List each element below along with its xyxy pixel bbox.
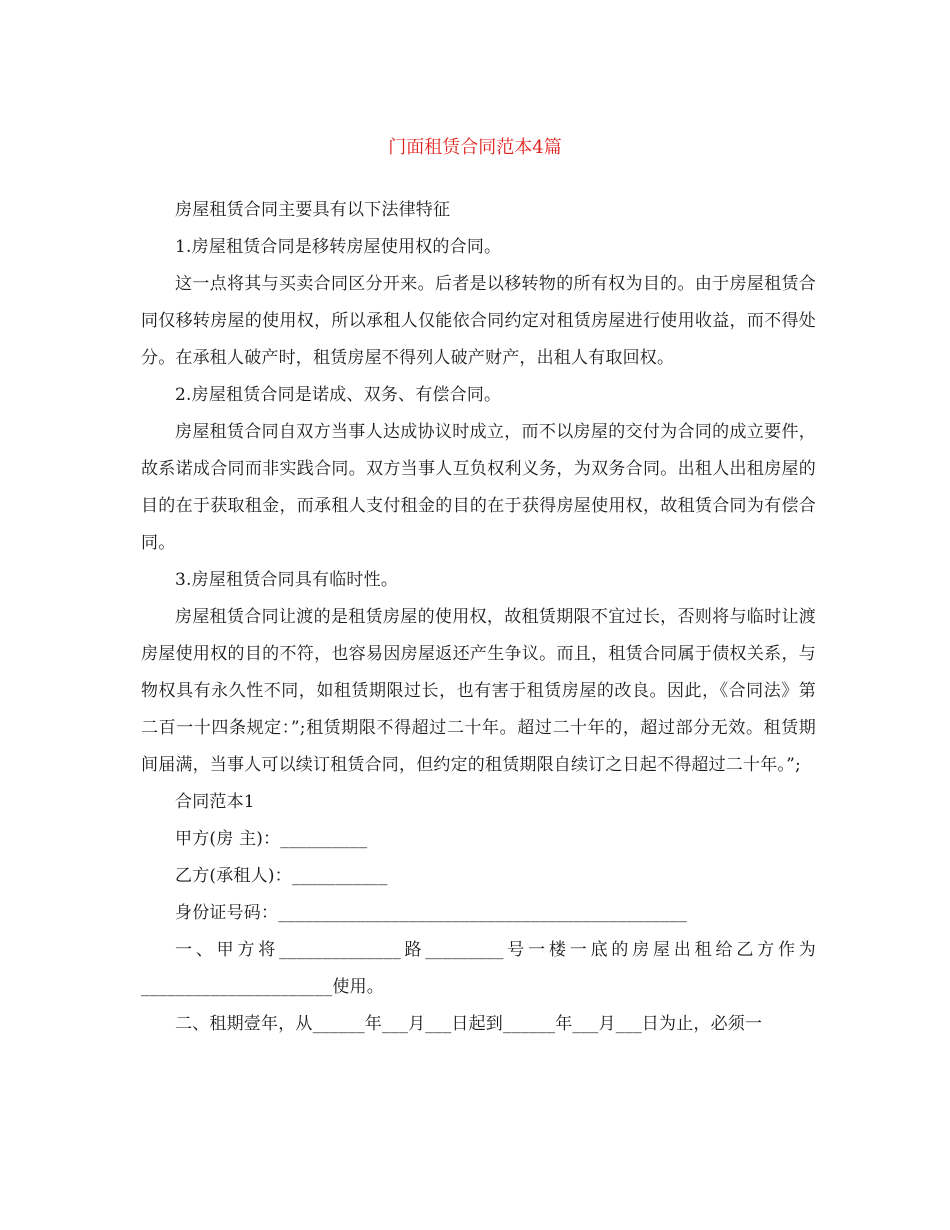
- paragraph: 房屋租赁合同让渡的是租赁房屋的使用权，故租赁期限不宜过长，否则将与临时让渡房屋使用权的目的不符，也容易因房屋返还产生争议。而且，租赁合同属于债权关系，与物权具有永久性不同，如租赁期限过长，也有害于租赁房屋的改良。因此，《合同法》第二百一十四条规定：”;租赁期限不得超过二十年。超过二十年的，超过部分无效。租赁期间届满，当事人可以续订租赁合同，但约定的租赁期限自续订之日起不得超过二十年。”;: [141, 607, 816, 775]
- paragraph: 1.房屋租赁合同是移转房屋使用权的合同。: [175, 237, 502, 257]
- paragraph: 合同范本1: [175, 792, 255, 812]
- paragraph: 二、租期壹年，从______年___月___日起到______年___月___日为止，必须一: [175, 1014, 763, 1034]
- paragraph: 甲方(房 主)：__________: [175, 829, 368, 849]
- paragraph: 乙方(承租人)：___________: [175, 866, 388, 886]
- paragraph: 这一点将其与买卖合同区分开来。后者是以移转物的所有权为目的。由于房屋租赁合同仅移转房屋的使用权，所以承租人仅能依合同约定对租赁房屋进行使用收益，而不得处分。在承租人破产时，租赁房屋不得列人破产财产，出租人有取回权。: [141, 274, 816, 368]
- document-body: [141, 192, 816, 1043]
- paragraph: 3.房屋租赁合同具有临时性。: [175, 570, 399, 590]
- paragraph: 身份证号码：_______________________________________________: [175, 903, 688, 923]
- document-title: 门面租赁合同范本4篇: [388, 137, 562, 159]
- paragraph: 房屋租赁合同自双方当事人达成协议时成立，而不以房屋的交付为合同的成立要件，故系诺成合同而非实践合同。双方当事人互负权利义务，为双务合同。出租人出租房屋的目的在于获取租金，而承租人支付租金的目的在于获得房屋使用权，故租赁合同为有偿合同。: [141, 422, 816, 553]
- paragraph: 一、甲方将______________路_________号一楼一底的房屋出租给乙方作为______________________使用。: [141, 940, 816, 997]
- paragraph: 2.房屋租赁合同是诺成、双务、有偿合同。: [175, 385, 502, 405]
- paragraph: 房屋租赁合同主要具有以下法律特征: [175, 200, 451, 220]
